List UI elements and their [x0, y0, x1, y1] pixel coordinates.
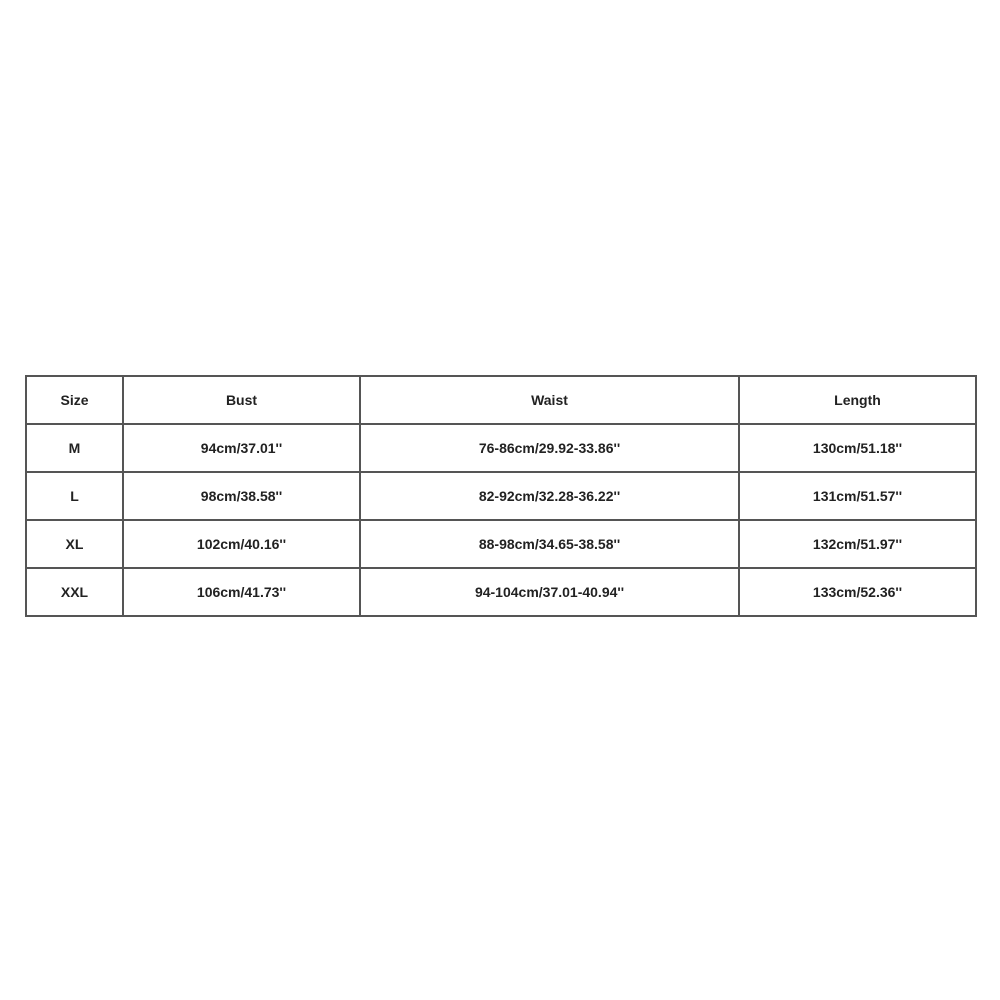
size-cell: M	[26, 424, 123, 472]
length-cell: 133cm/52.36''	[739, 568, 976, 616]
length-cell: 131cm/51.57''	[739, 472, 976, 520]
table-row	[26, 472, 976, 520]
size-cell: L	[26, 472, 123, 520]
waist-cell: 76-86cm/29.92-33.86''	[360, 424, 739, 472]
header-bust: Bust	[123, 376, 360, 424]
waist-cell: 82-92cm/32.28-36.22''	[360, 472, 739, 520]
size-cell: XL	[26, 520, 123, 568]
header-waist: Waist	[360, 376, 739, 424]
waist-cell: 88-98cm/34.65-38.58''	[360, 520, 739, 568]
waist-cell: 94-104cm/37.01-40.94''	[360, 568, 739, 616]
bust-cell: 94cm/37.01''	[123, 424, 360, 472]
header-size: Size	[26, 376, 123, 424]
header-length: Length	[739, 376, 976, 424]
size-cell: XXL	[26, 568, 123, 616]
bust-cell: 98cm/38.58''	[123, 472, 360, 520]
table-row	[26, 520, 976, 568]
length-cell: 132cm/51.97''	[739, 520, 976, 568]
length-cell: 130cm/51.18''	[739, 424, 976, 472]
table-row	[26, 568, 976, 616]
table-header-row	[26, 376, 976, 424]
table-row	[26, 424, 976, 472]
bust-cell: 106cm/41.73''	[123, 568, 360, 616]
bust-cell: 102cm/40.16''	[123, 520, 360, 568]
size-chart-table	[25, 375, 977, 617]
